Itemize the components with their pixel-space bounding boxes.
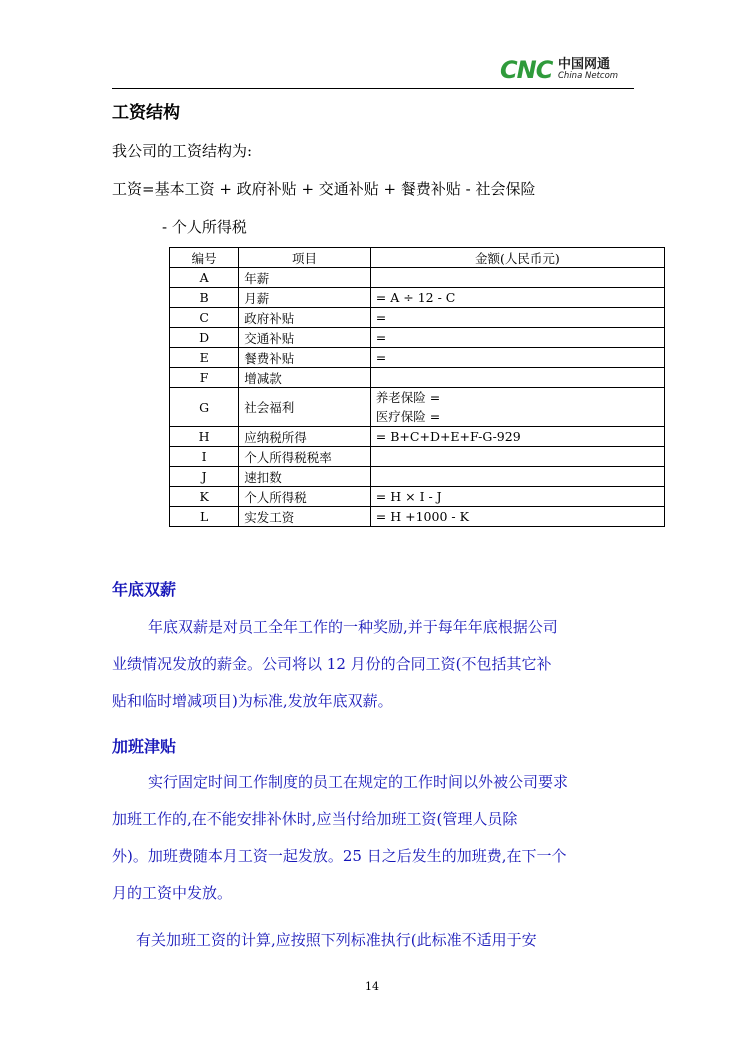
row-amount: = xyxy=(370,348,664,368)
intro-text: 我公司的工资结构为: xyxy=(112,142,253,160)
logo-chinese-name: 中国网通 xyxy=(558,57,611,72)
overtime-calculation-line xyxy=(136,930,666,950)
table-row xyxy=(170,308,665,328)
table-row xyxy=(170,427,665,447)
row-item: 社会福利 xyxy=(239,388,371,427)
table-row xyxy=(170,487,665,507)
table-row xyxy=(170,447,665,467)
paragraph-line: 有关加班工资的计算,应按照下列标准执行(此标准不适用于安 xyxy=(136,931,537,949)
row-amount xyxy=(370,368,664,388)
table-header-row xyxy=(170,248,665,268)
table-row xyxy=(170,328,665,348)
overtime-paragraph xyxy=(112,772,642,903)
row-amount xyxy=(370,268,664,288)
row-item: 政府补贴 xyxy=(239,308,371,328)
row-code: C xyxy=(170,308,239,328)
row-code: L xyxy=(170,507,239,527)
row-amount: = xyxy=(370,328,664,348)
row-amount xyxy=(370,467,664,487)
row-code: K xyxy=(170,487,239,507)
paragraph-line: 年底双薪是对员工全年工作的一种奖励,并于每年年底根据公司 xyxy=(148,618,558,636)
table-header-cell: 项目 xyxy=(239,248,371,268)
table-header-cell: 编号 xyxy=(170,248,239,268)
year-end-bonus-paragraph xyxy=(112,617,642,711)
row-code: A xyxy=(170,268,239,288)
paragraph-line: 月的工资中发放。 xyxy=(112,884,233,902)
row-code: H xyxy=(170,427,239,447)
table-row xyxy=(170,268,665,288)
salary-table xyxy=(169,247,665,527)
table-header-cell: 金额(人民币元) xyxy=(370,248,664,268)
row-amount xyxy=(370,388,664,427)
row-amount: = H × I - J xyxy=(370,487,664,507)
row-item: 年薪 xyxy=(239,268,371,288)
page-number: 14 xyxy=(365,980,379,993)
row-item: 速扣数 xyxy=(239,467,371,487)
row-item: 实发工资 xyxy=(239,507,371,527)
row-code: D xyxy=(170,328,239,348)
section-title-overtime-allowance: 加班津贴 xyxy=(112,737,177,756)
row-item: 交通补贴 xyxy=(239,328,371,348)
row-item: 增减款 xyxy=(239,368,371,388)
row-item: 应纳税所得 xyxy=(239,427,371,447)
formula-line-1: 工资=基本工资 + 政府补贴 + 交通补贴 + 餐费补贴 - 社会保险 xyxy=(112,180,536,198)
row-code: J xyxy=(170,467,239,487)
pension-insurance: 养老保险 = xyxy=(375,390,441,405)
row-item: 餐费补贴 xyxy=(239,348,371,368)
row-amount xyxy=(370,447,664,467)
table-row xyxy=(170,467,665,487)
formula-line-2: - 个人所得税 xyxy=(162,218,247,236)
paragraph-line: 外)。加班费随本月工资一起发放。25 日之后发生的加班费,在下一个 xyxy=(112,847,567,865)
row-code: G xyxy=(170,388,239,427)
medical-insurance: 医疗保险 = xyxy=(375,409,441,424)
header-divider xyxy=(112,88,634,89)
paragraph-line: 贴和临时增减项目)为标准,发放年底双薪。 xyxy=(112,692,393,710)
row-item: 个人所得税税率 xyxy=(239,447,371,467)
paragraph-line: 加班工作的,在不能安排补休时,应当付给加班工资(管理人员除 xyxy=(112,810,518,828)
row-code: B xyxy=(170,288,239,308)
logo-english-name: China Netcom xyxy=(558,71,619,81)
section-title-salary-structure: 工资结构 xyxy=(112,103,180,123)
paragraph-line: 业绩情况发放的薪金。公司将以 12 月份的合同工资(不包括其它补 xyxy=(112,655,552,673)
row-code: E xyxy=(170,348,239,368)
paragraph-line: 实行固定时间工作制度的员工在规定的工作时间以外被公司要求 xyxy=(148,773,569,791)
table-row xyxy=(170,288,665,308)
logo-mark: CNC xyxy=(500,56,553,84)
table-row xyxy=(170,348,665,368)
row-item: 个人所得税 xyxy=(239,487,371,507)
table-row xyxy=(170,368,665,388)
row-code: F xyxy=(170,368,239,388)
company-logo xyxy=(500,56,634,84)
row-code: I xyxy=(170,447,239,467)
row-amount: = xyxy=(370,308,664,328)
table-row xyxy=(170,388,665,427)
section-title-year-end-bonus: 年底双薪 xyxy=(112,580,177,599)
table-row xyxy=(170,507,665,527)
row-amount: = B+C+D+E+F-G-929 xyxy=(370,427,664,447)
row-amount: = A ÷ 12 - C xyxy=(370,288,664,308)
row-item: 月薪 xyxy=(239,288,371,308)
row-amount: = H +1000 - K xyxy=(370,507,664,527)
